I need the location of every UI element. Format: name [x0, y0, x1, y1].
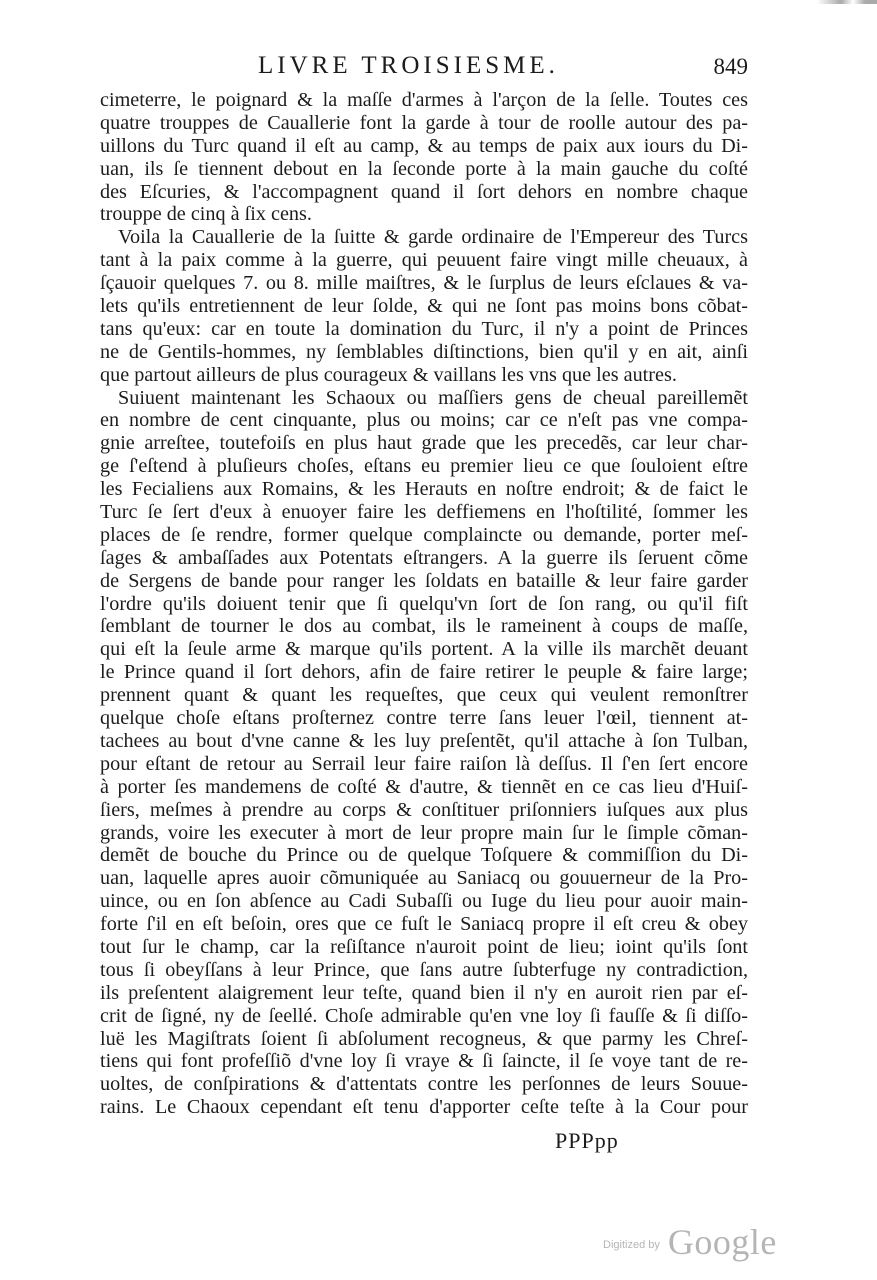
text-line: uillons du Turc quand il eſt au camp, & au temps de paix aux iours du Di-: [100, 134, 748, 157]
text-line: les Fecialiens aux Romains, & les Herauts en noſtre endroit; & de faict le: [100, 478, 748, 501]
text-line: ſçauoir quelques 7. ou 8. mille maiſtres, & le ſurplus de leurs eſclaues & va-: [100, 272, 748, 295]
text-line: demẽt de bouche du Prince ou de quelque Toſquere & commiſſion du Di-: [100, 844, 748, 867]
text-line: que partout ailleurs de plus courageux & vaillans les vns que les autres.: [100, 363, 677, 386]
text-line: crit de ſigné, ny de ſeellé. Choſe admirable qu'en vne loy ſi fauſſe & ſi diſſo-: [100, 1004, 748, 1027]
text-line: tans qu'eux: car en toute la domination du Turc, il n'y a point de Princes: [100, 317, 748, 340]
text-line: tachees au bout d'vne canne & les luy preſentẽt, qu'il attache à ſon Tulban,: [100, 729, 748, 752]
text-line: ſemblant de tourner le dos au combat, ils le rameinent à coups de maſſe,: [100, 615, 748, 638]
text-line: luë les Magiſtrats ſoient ſi abſolument recogneus, & que parmy les Chreſ-: [100, 1027, 748, 1050]
text-line: qui eſt la ſeule arme & marque qu'ils portent. A la ville ils marchẽt deuant: [100, 638, 748, 661]
text-line: uan, ils ſe tiennent debout en la ſeconde porte à la main gauche du coſté: [100, 157, 748, 180]
signature-mark: PPPpp: [555, 1128, 619, 1153]
text-line: cimeterre, le poignard & la maſſe d'armes à l'arçon de la ſelle. Toutes ces: [100, 89, 748, 111]
text-line: tant à la paix comme à la guerre, qui peuuent faire vingt mille cheuaux, à: [100, 249, 748, 272]
watermark-prefix: Digitized by: [603, 1239, 660, 1251]
text-line: uoltes, de conſpirations & d'attentats contre les perſonnes de leurs Souue-: [100, 1073, 748, 1096]
text-line: Suiuent maintenant les Schaoux ou maſſiers gens de cheual pareillemẽt: [118, 386, 748, 409]
text-line: en nombre de cent cinquante, plus ou moins; car ce n'eſt pas vne compa-: [100, 409, 748, 432]
text-line: à porter ſes mandemens de coſté & d'autre, & tiennẽt en ce cas lieu d'Huiſ-: [100, 775, 748, 798]
text-line: trouppe de cinq à ſix cens.: [100, 203, 312, 226]
text-line: places de ſe rendre, former quelque complaincte ou demande, porter meſ-: [100, 523, 748, 546]
text-line: des Eſcuries, & l'accompagnent quand il ſort dehors en nombre chaque: [100, 180, 748, 203]
text-line: de Sergens de bande pour ranger les ſoldats en bataille & leur faire garder: [100, 569, 748, 592]
text-line: gnie arreſtee, toutefoiſs en plus haut grade que les precedẽs, car leur char-: [100, 432, 748, 455]
text-line: pour eſtant de retour au Serrail leur faire raiſon là deſſus. Il ſ'en ſert encore: [100, 752, 748, 775]
text-line: ſiers, meſmes à prendre au corps & conſtituer priſonniers iuſques aux plus: [100, 798, 748, 821]
text-line: tiens qui font profeſſiõ d'vne loy ſi vraye & ſi ſaincte, il ſe voye tant de re-: [100, 1050, 748, 1073]
scan-edge-mark: [817, 0, 877, 4]
page-number: 849: [713, 54, 748, 79]
text-line: lets qu'ils entretiennent de leur ſolde, & qui ne ſont pas moins bons cõbat-: [100, 295, 748, 318]
text-line: Turc ſe ſert d'eux à enuoyer faire les deffiemens en l'hoſtilité, ſommer les: [100, 501, 748, 524]
text-line: le Prince quand il ſort dehors, afin de faire retirer le peuple & faire large;: [100, 661, 748, 684]
text-line: tous ſi obeyſſans à leur Prince, que ſans autre ſubterfuge ny contradiction,: [100, 958, 748, 981]
text-line: rains. Le Chaoux cependant eſt tenu d'apporter ceſte teſte à la Cour pour: [100, 1096, 748, 1119]
page-header: [258, 52, 748, 86]
body-text: [100, 89, 748, 1119]
text-line: ils preſentent alaigrement leur teſte, quand bien il n'y en auroit rien par eſ-: [100, 981, 748, 1004]
text-line: uan, laquelle apres auoir cõmuniquée au Saniacq ou gouuerneur de la Pro-: [100, 867, 748, 890]
text-line: tout ſur le champ, car la reſiſtance n'auroit point de lieu; ioint qu'ils ſont: [100, 935, 748, 958]
text-line: Voila la Cauallerie de la ſuitte & garde ordinaire de l'Empereur des Turcs: [118, 226, 748, 249]
digitized-watermark: [603, 1221, 777, 1263]
text-line: uince, ou en ſon abſence au Cadi Subaſſi ou Iuge du lieu pour auoir main-: [100, 890, 748, 913]
text-line: prennent quant & quant les requeſtes, que ceux qui veulent remonſtrer: [100, 684, 748, 707]
text-line: quatre trouppes de Cauallerie font la garde à tour de roolle autour des pa-: [100, 111, 748, 134]
text-line: quelque choſe eſtans proſternez contre terre ſans leuer l'œil, tiennent at-: [100, 707, 748, 730]
text-line: ſages & ambaſſades aux Potentats eſtrangers. A la guerre ils ſeruent cõme: [100, 546, 748, 569]
text-line: forte ſ'il en eſt beſoin, ores que ce fuſt le Saniacq propre il eſt creu & obey: [100, 913, 748, 936]
running-title: LIVRE TROISIESME.: [258, 52, 559, 79]
text-line: l'ordre qu'ils doiuent tenir que ſi quelqu'vn ſort de ſon rang, ou qu'il fiſt: [100, 592, 748, 615]
text-line: ge ſ'eſtend à pluſieurs choſes, eſtans eu premier lieu ce que ſouloient eſtre: [100, 455, 748, 478]
text-line: grands, voire les executer à mort de leur propre main ſur le ſimple cõman-: [100, 821, 748, 844]
google-logo: Google: [667, 1222, 777, 1262]
text-line: ne de Gentils-hommes, ny ſemblables diſtinctions, bien qu'il y en ait, ainſi: [100, 340, 748, 363]
